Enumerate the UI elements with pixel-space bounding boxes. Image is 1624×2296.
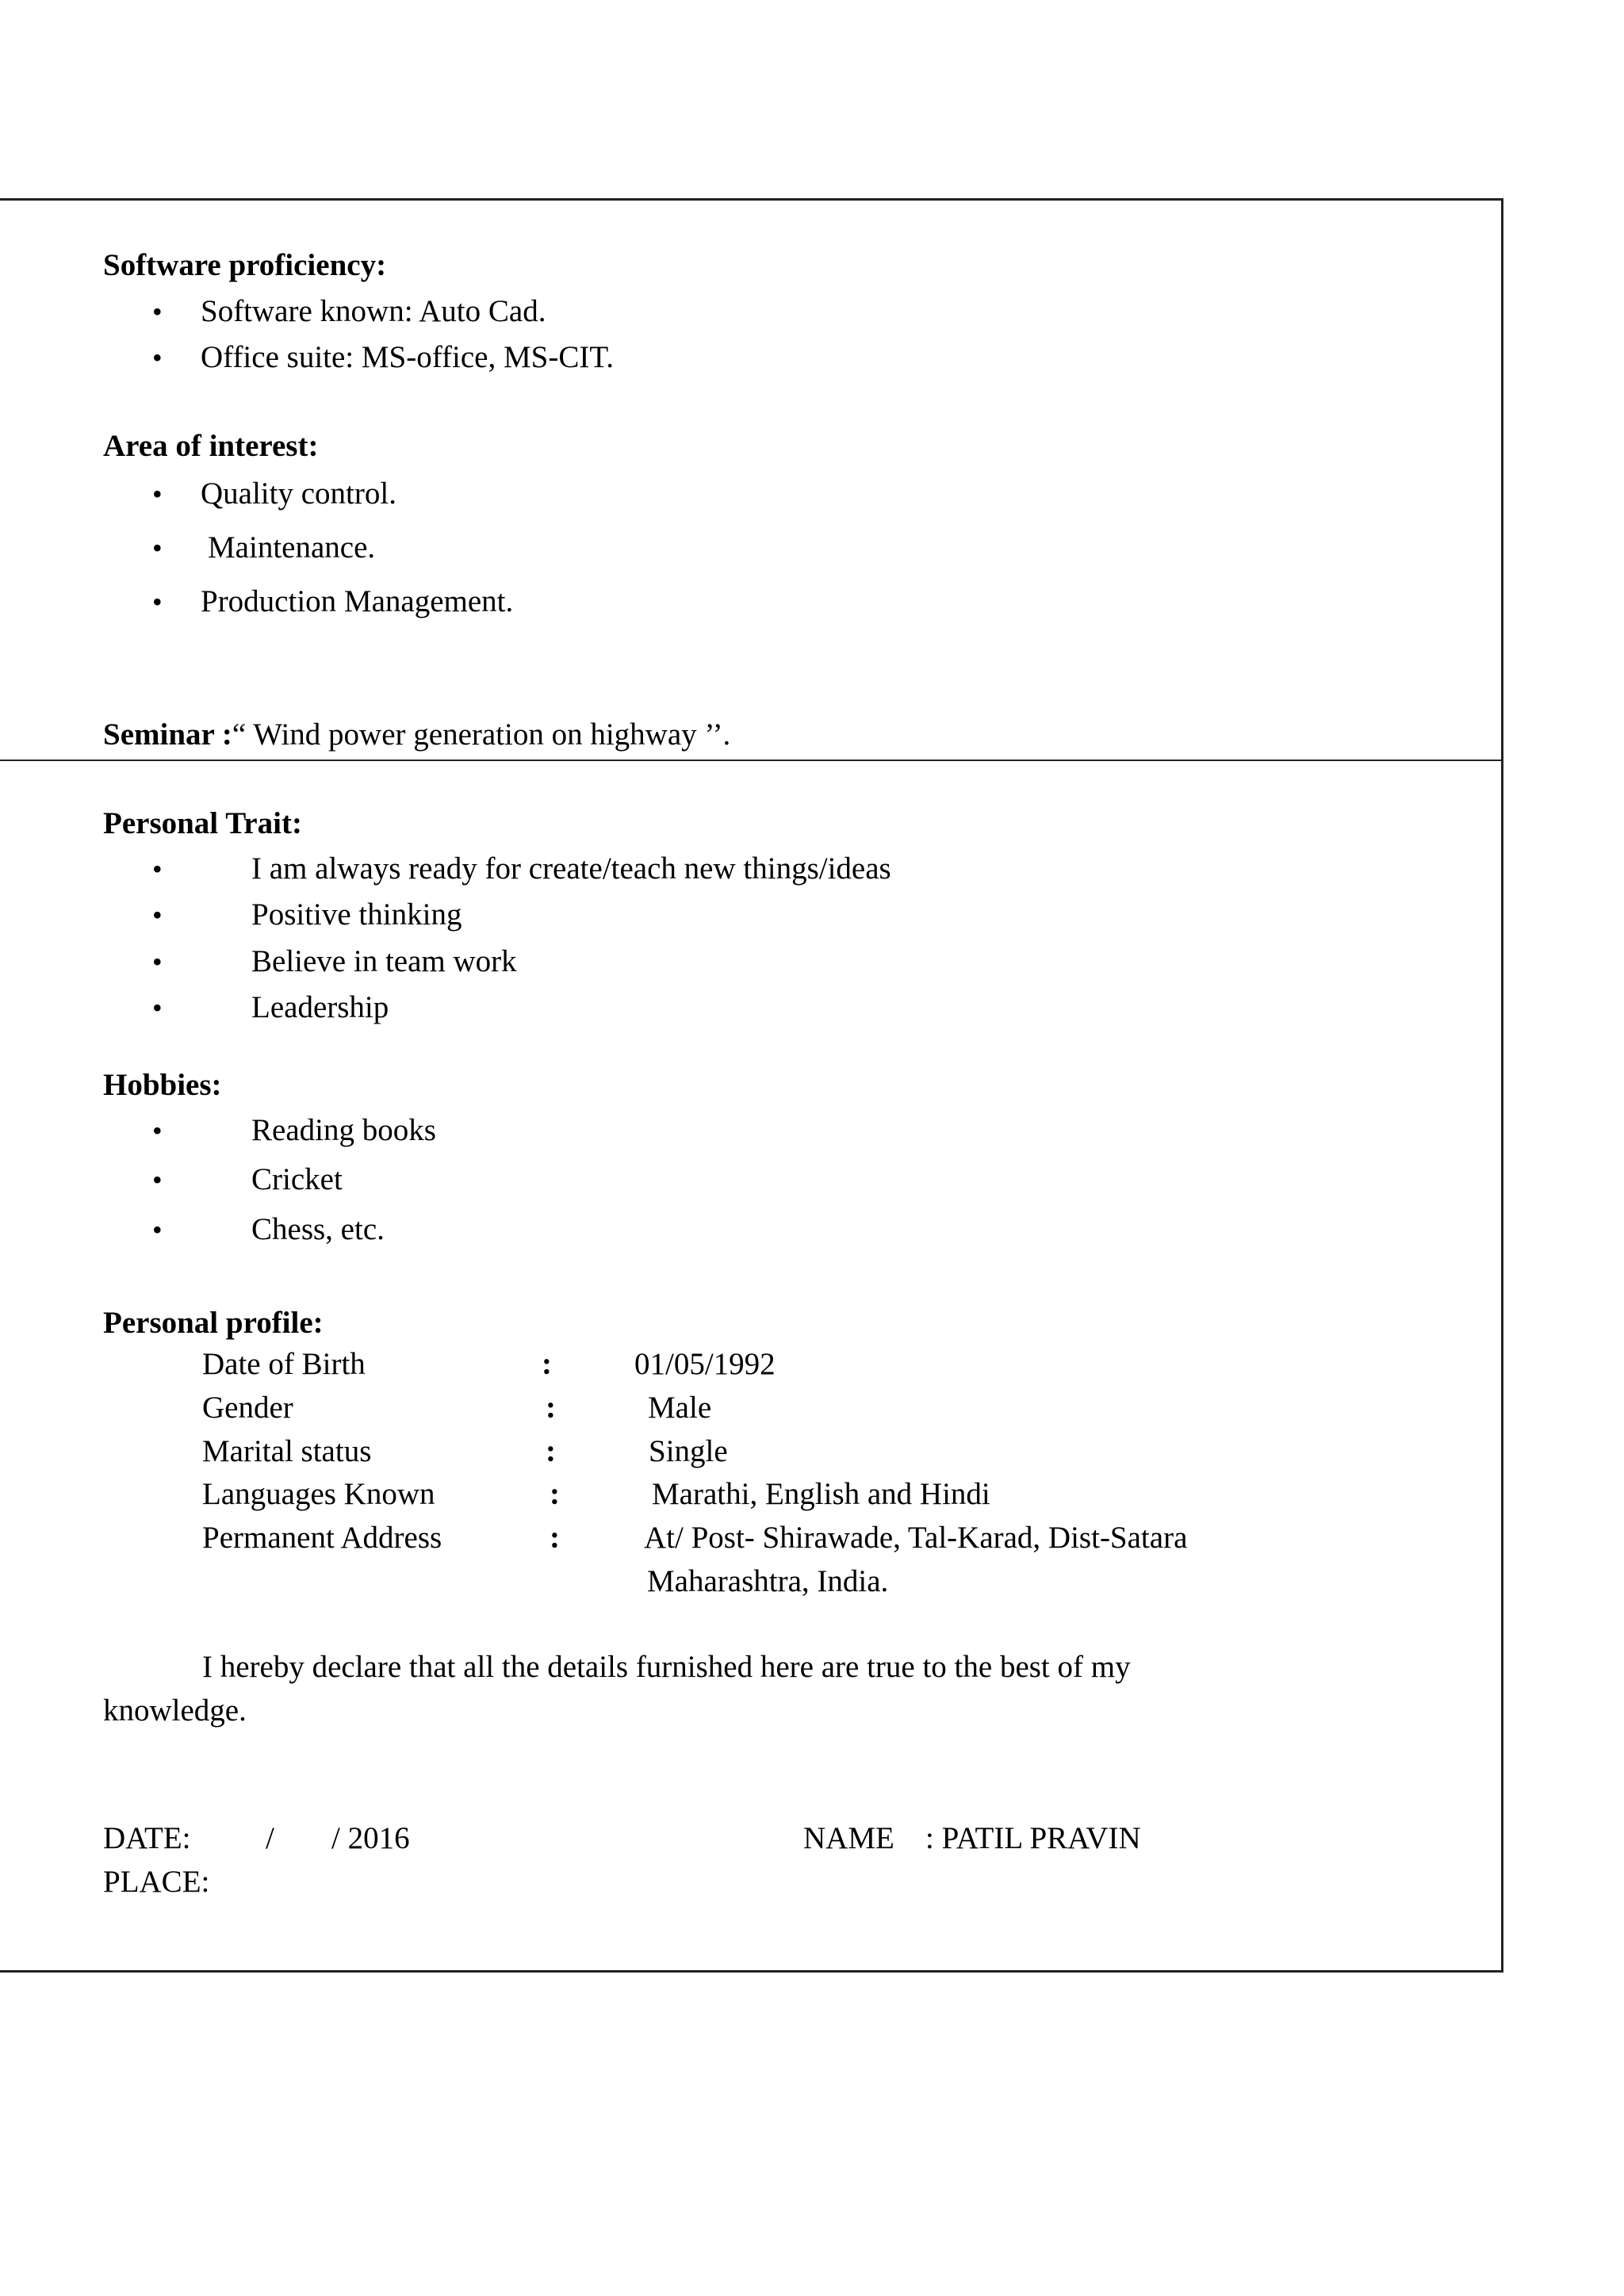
bullet-icon: •	[152, 1214, 163, 1246]
seminar-label: Seminar :	[103, 718, 232, 752]
bullet-icon: •	[152, 946, 163, 978]
bullet-icon: •	[152, 1164, 163, 1196]
profile-separator: :	[546, 1434, 556, 1468]
profile-value-languages: Marathi, English and Hindi	[652, 1477, 990, 1511]
profile-value-address: At/ Post- Shirawade, Tal-Karad, Dist-Satara	[644, 1521, 1188, 1555]
interest-item: Production Management.	[201, 584, 514, 618]
bullet-icon: •	[152, 1115, 163, 1146]
date-label: DATE:	[103, 1821, 191, 1855]
seminar-line	[103, 717, 730, 753]
name-label: NAME	[803, 1821, 894, 1855]
date-year: / 2016	[331, 1821, 410, 1855]
bullet-icon: •	[152, 478, 163, 510]
bullet-icon: •	[152, 342, 163, 373]
profile-separator: :	[542, 1347, 552, 1381]
name-value: : PATIL PRAVIN	[925, 1821, 1141, 1855]
date-slash: /	[266, 1821, 274, 1855]
bullet-icon: •	[152, 296, 163, 327]
interest-heading: Area of interest:	[103, 429, 319, 463]
declaration-line2: knowledge.	[103, 1693, 247, 1728]
interest-item: Quality control.	[201, 476, 396, 511]
trait-item: Believe in team work	[251, 944, 517, 978]
traits-heading: Personal Trait:	[103, 806, 302, 840]
profile-label-dob: Date of Birth	[202, 1347, 366, 1381]
interest-item: Maintenance.	[208, 530, 376, 564]
profile-value-dob: 01/05/1992	[634, 1347, 776, 1381]
profile-value-address-line2: Maharashtra, India.	[647, 1564, 889, 1598]
profile-heading: Personal profile:	[103, 1306, 324, 1340]
hobby-item: Chess, etc.	[251, 1212, 385, 1246]
bullet-icon: •	[152, 532, 163, 564]
trait-item: Positive thinking	[251, 897, 462, 932]
bullet-icon: •	[152, 586, 163, 618]
profile-separator: :	[550, 1521, 560, 1555]
declaration-line1: I hereby declare that all the details furnished here are true to the best of my	[202, 1650, 1131, 1684]
profile-value-marital: Single	[649, 1434, 728, 1468]
software-heading: Software proficiency:	[103, 248, 387, 282]
software-item: Software known: Auto Cad.	[201, 294, 546, 328]
profile-label-marital: Marital status	[202, 1434, 372, 1468]
place-label: PLACE:	[103, 1865, 210, 1899]
profile-value-gender: Male	[648, 1391, 712, 1425]
hobby-item: Cricket	[251, 1162, 343, 1196]
bullet-icon: •	[152, 853, 163, 885]
hobbies-heading: Hobbies:	[103, 1068, 222, 1102]
profile-label-address: Permanent Address	[202, 1521, 442, 1555]
hobby-item: Reading books	[251, 1113, 436, 1147]
seminar-text: “ Wind power generation on highway ’’.	[232, 718, 731, 752]
profile-separator: :	[550, 1477, 560, 1511]
software-item: Office suite: MS-office, MS-CIT.	[201, 340, 614, 374]
profile-separator: :	[546, 1391, 556, 1425]
trait-item: I am always ready for create/teach new things/ideas	[251, 851, 891, 886]
bullet-icon: •	[152, 899, 163, 931]
profile-label-languages: Languages Known	[202, 1477, 435, 1511]
profile-label-gender: Gender	[202, 1391, 293, 1425]
bullet-icon: •	[152, 992, 163, 1024]
trait-item: Leadership	[251, 990, 389, 1024]
